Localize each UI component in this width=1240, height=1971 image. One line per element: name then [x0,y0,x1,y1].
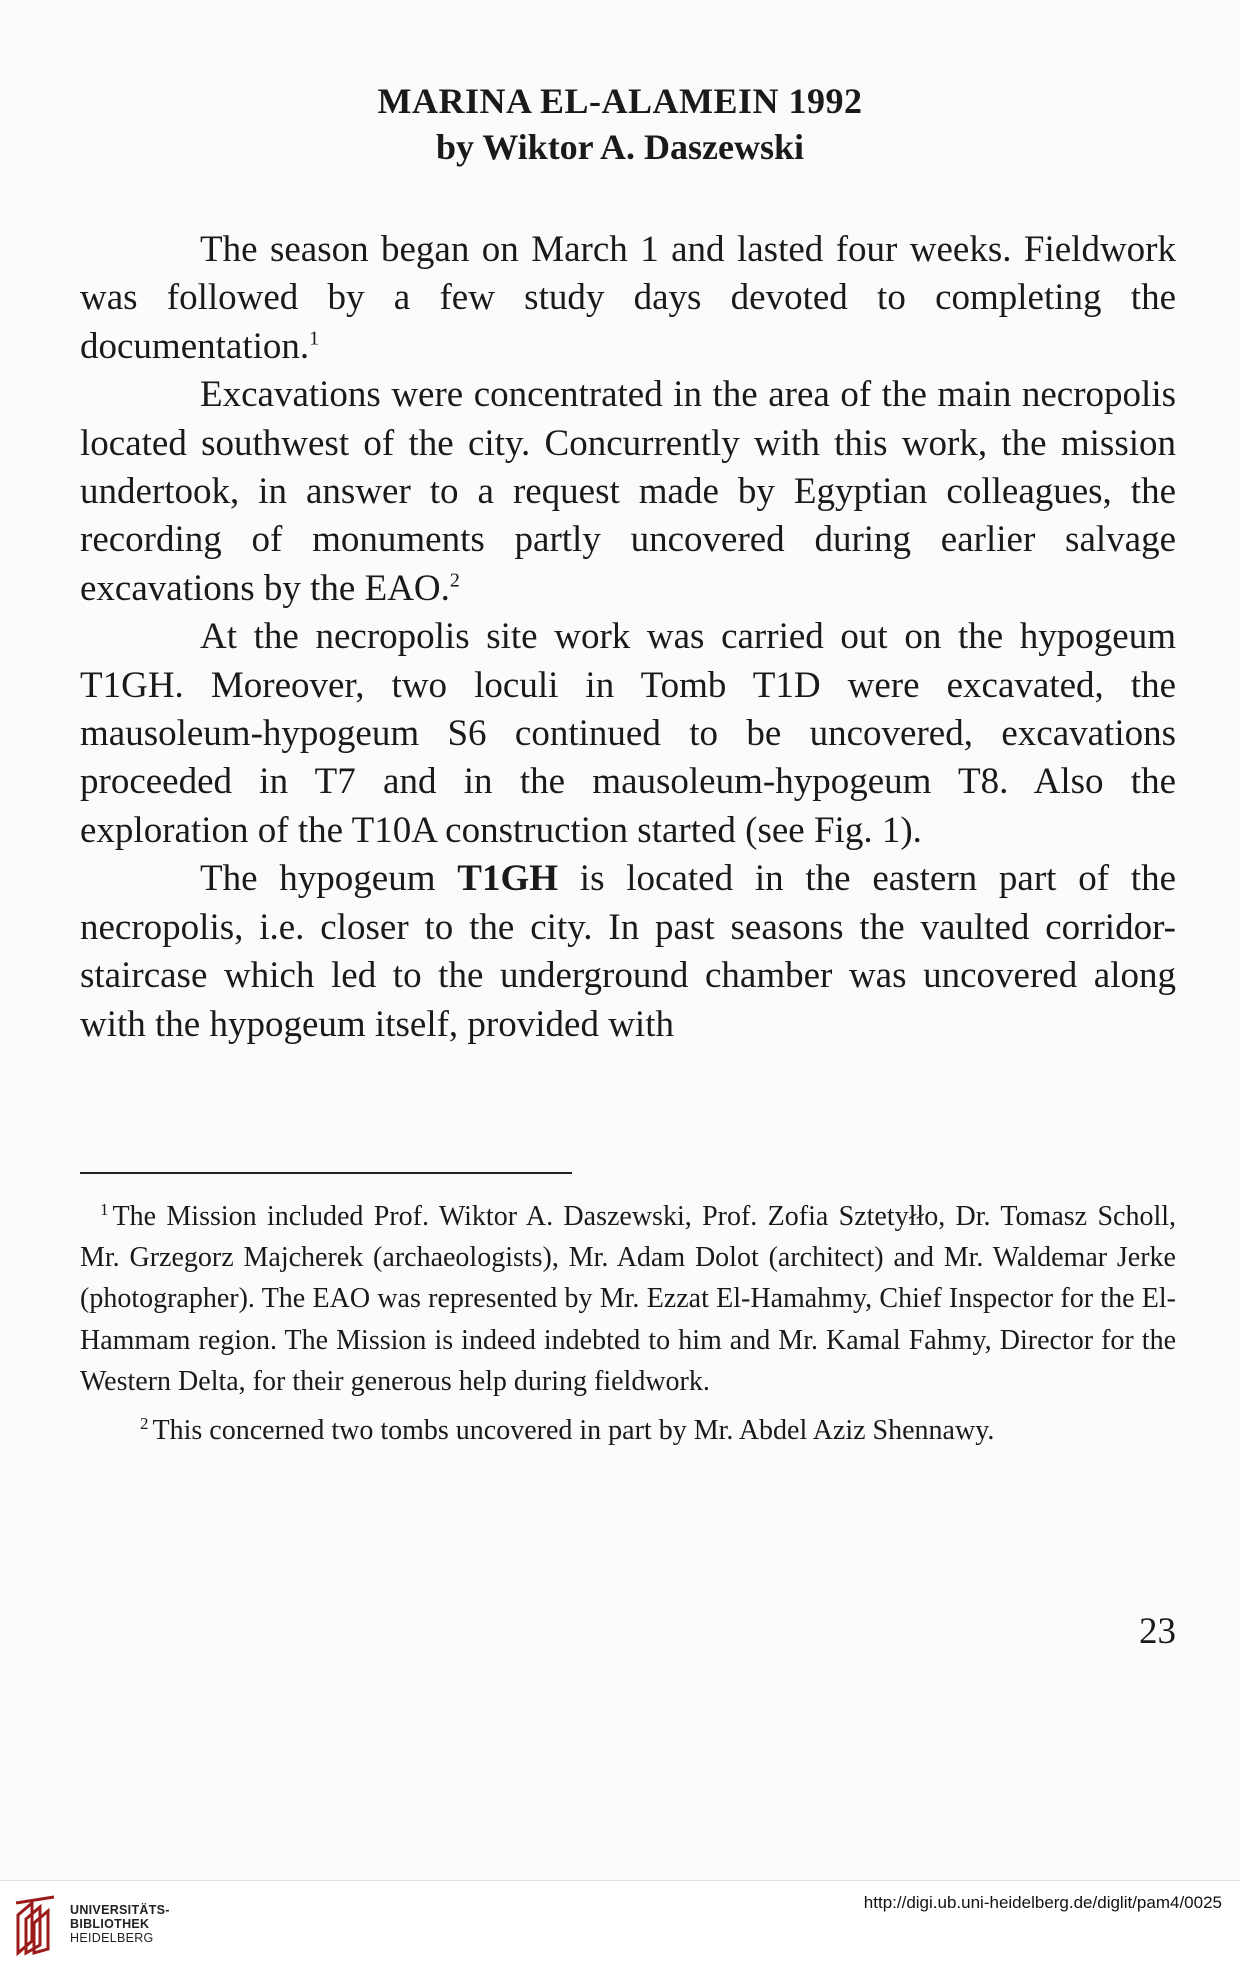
paragraph-4-bold-term: T1GH [457,858,559,900]
footnote-1-text: The Mission included Prof. Wiktor A. Daszewski, Prof. Zofia Sztetyłło, Dr. Tomasz Scholl, Mr. Grzegorz Majcherek (archaeologists), Mr. Adam Dolot (architect) and Mr. Waldemar Jerke (photographer). The EAO was represented by Mr. Ezzat El-Hamahmy, Chief Inspector for the El-Hammam region. The Mission is indeed indebted to him and Mr. Kamal Fahmy, Director for the Western Delta, for their generous help during fieldwork. [80,1201,1176,1397]
library-name [70,1903,170,1945]
title-block [0,78,1240,170]
library-name-line-2: BIBLIOTHEK [70,1917,150,1931]
paragraph-1 [80,226,1176,371]
article-author: by Wiktor A. Daszewski [435,127,805,167]
library-logo-icon[interactable] [14,1893,58,1957]
library-name-line-1: UNIVERSITÄTS- [70,1903,170,1917]
footnote-divider [80,1172,572,1174]
paragraph-2 [80,371,1176,613]
footnote-2 [80,1410,1176,1451]
source-url-link[interactable]: http://digi.ub.uni-heidelberg.de/diglit/pam4/0025 [863,1893,1222,1912]
footnote-2-mark: 2 [140,1413,149,1433]
paragraph-4-text-end: is located in the eastern part of the necropolis, i.e. closer to the city. In past seasons the vaulted corridor-staircase which led to the underground chamber was uncovered along with the hypogeum itself, provided with [80,858,1176,1045]
footnote-2-text: This concerned two tombs uncovered in part by Mr. Abdel Aziz Shennawy. [152,1415,995,1447]
page-number: 23 [1139,1611,1176,1652]
article-title: MARINA EL-ALAMEIN 1992 [377,81,863,121]
footnote-1 [80,1196,1176,1402]
paragraph-2-text: Excavations were concentrated in the area of the main necropolis located southwest of the city. Concurrently with this work, the mission undertook, in answer to a request made by Egyptian colleagues, the recording of monuments partly uncovered during earlier salvage excavations by the EAO. [80,374,1176,609]
paragraph-4 [80,855,1176,1049]
paragraph-4-text-start: The hypogeum [200,858,458,900]
footer-bar [0,1880,1240,1971]
library-name-line-3: HEIDELBERG [70,1931,154,1945]
footnote-ref-2[interactable]: 2 [449,569,460,592]
paragraph-3-text: At the necropolis site work was carried out on the hypogeum T1GH. Moreover, two loculi in Tomb T1D were excavated, the mausoleum-hypogeum S6 continued to be uncovered, excavations proceeded in T7 and in the mausoleum-hypogeum T8. Also the exploration of the T10A construction started (see Fig. 1). [80,616,1176,851]
paragraph-3 [80,613,1176,855]
footnote-1-mark: 1 [100,1199,109,1219]
footnotes [80,1196,1176,1451]
footnote-ref-1[interactable]: 1 [309,327,320,350]
paragraph-1-text: The season began on March 1 and lasted four weeks. Fieldwork was followed by a few study days devoted to completing the documentation. [80,229,1176,367]
article-body [80,226,1176,1049]
